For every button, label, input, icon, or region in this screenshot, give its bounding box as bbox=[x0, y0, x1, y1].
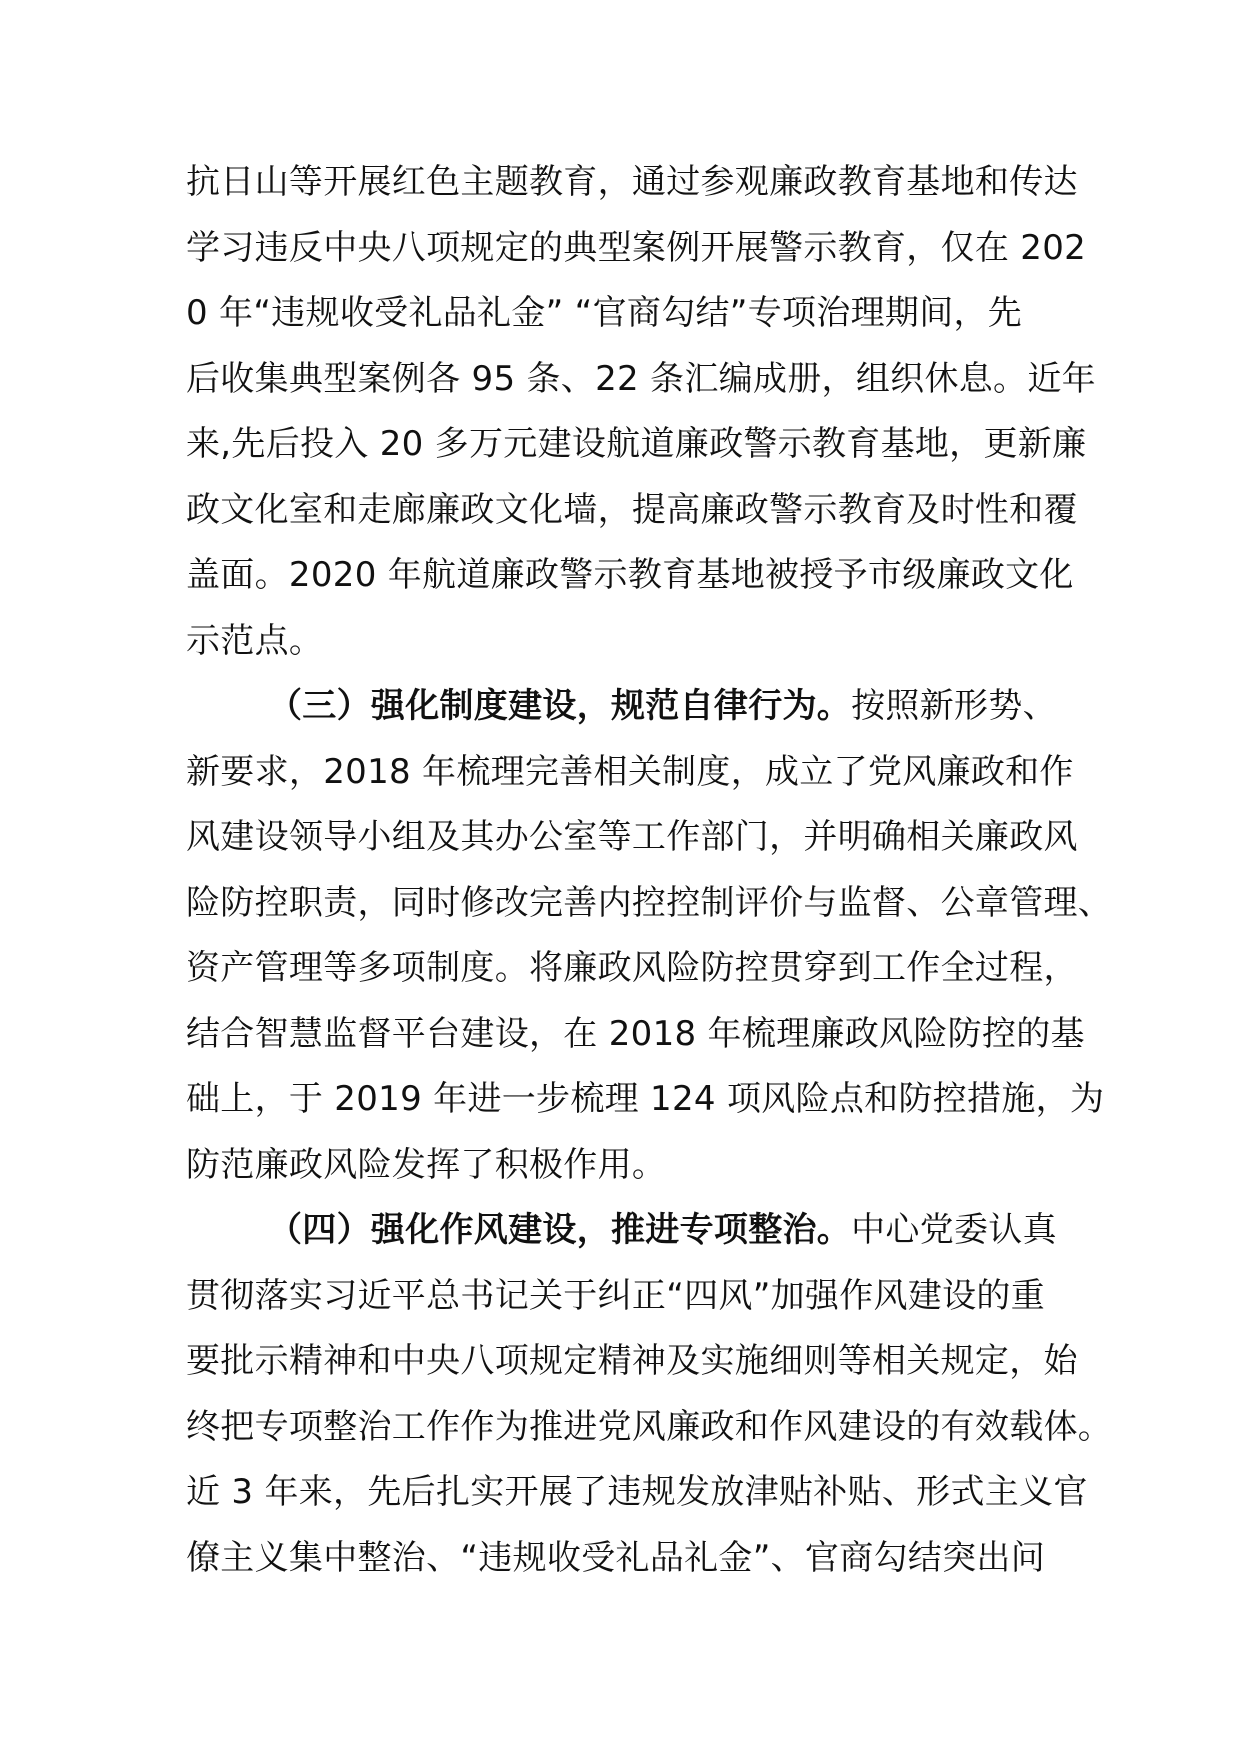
paragraph-line: 近 3 年来，先后扎实开展了违规发放津贴补贴、形式主义官 bbox=[186, 1472, 1088, 1512]
paragraph-line: 僚主义集中整治、“违规收受礼品礼金”、官商勾结突出问 bbox=[186, 1537, 1046, 1578]
section-4-first-line bbox=[186, 1198, 1066, 1264]
paragraph-line: 防范廉政风险发挥了积极作用。 bbox=[186, 1144, 667, 1185]
paragraph-line: 结合智慧监督平台建设，在 2018 年梳理廉政风险防控的基 bbox=[186, 1013, 1085, 1054]
section-3-text: 按照新形势、 bbox=[851, 686, 1057, 726]
section-3-first-line bbox=[186, 674, 1066, 740]
section-3-heading: （三）强化制度建设，规范自律行为。 bbox=[268, 686, 852, 726]
paragraph-line: 新要求，2018 年梳理完善相关制度，成立了党风廉政和作 bbox=[186, 751, 1074, 792]
paragraph-line: 资产管理等多项制度。将廉政风险防控贯穿到工作全过程， bbox=[186, 948, 1078, 988]
paragraph-line: 学习违反中央八项规定的典型案例开展警示教育，仅在 202 bbox=[186, 227, 1087, 268]
paragraph-line: 示范点。 bbox=[186, 620, 324, 661]
paragraph-line: 来,先后投入 20 多万元建设航道廉政警示教育基地，更新廉 bbox=[186, 424, 1087, 464]
paragraph-line: 终把专项整治工作作为推进党风廉政和作风建设的有效载体。 bbox=[186, 1406, 1113, 1447]
paragraph-line: 盖面。2020 年航道廉政警示教育基地被授予市级廉政文化 bbox=[186, 555, 1074, 595]
paragraph-line: 后收集典型案例各 95 条、22 条汇编成册，组织休息。近年 bbox=[186, 358, 1096, 399]
document-body bbox=[186, 150, 1113, 1591]
paragraph-line: 要批示精神和中央八项规定精神及实施细则等相关规定，始 bbox=[186, 1341, 1078, 1381]
paragraph-line: 政文化室和走廊廉政文化墙，提高廉政警示教育及时性和覆 bbox=[186, 489, 1078, 530]
paragraph-line: 础上，于 2019 年进一步梳理 124 项风险点和防控措施，为 bbox=[186, 1079, 1105, 1119]
paragraph-line: 风建设领导小组及其办公室等工作部门，并明确相关廉政风 bbox=[186, 817, 1078, 857]
paragraph-line: 0 年“违规收受礼品礼金” “官商勾结”专项治理期间，先 bbox=[186, 293, 1023, 333]
section-4-heading: （四）强化作风建设，推进专项整治。 bbox=[268, 1210, 852, 1250]
paragraph-line: 抗日山等开展红色主题教育，通过参观廉政教育基地和传达 bbox=[186, 162, 1078, 202]
section-4-text: 中心党委认真 bbox=[851, 1210, 1057, 1250]
paragraph-line: 贯彻落实习近平总书记关于纠正“四风”加强作风建设的重 bbox=[186, 1275, 1046, 1316]
paragraph-line: 险防控职责，同时修改完善内控控制评价与监督、公章管理、 bbox=[186, 882, 1113, 923]
